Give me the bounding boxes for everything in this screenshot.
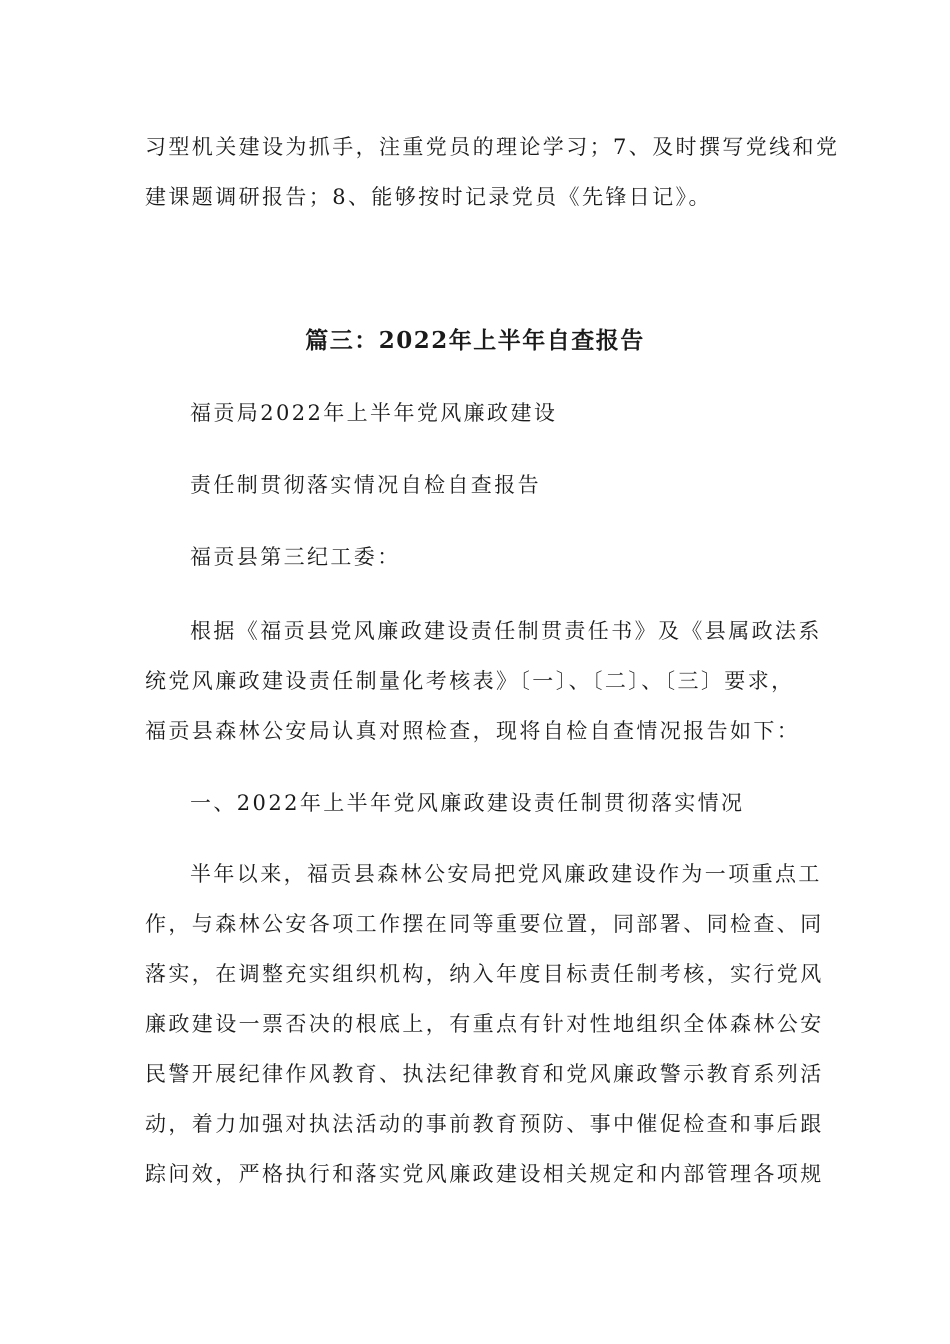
report-title-line: 福贡局2022年上半年党风廉政建设 <box>190 401 558 425</box>
paragraph-line: 落实，在调整充实组织机构，纳入年度目标责任制考核，实行党风 <box>145 962 824 986</box>
paragraph-line: 动，着力加强对执法活动的事前教育预防、事中催促检查和事后跟 <box>145 1112 824 1136</box>
paragraph-line: 习型机关建设为抓手，注重党员的理论学习；7、及时撰写党线和党 <box>145 135 840 159</box>
paragraph-line: 作，与森林公安各项工作摆在同等重要位置，同部署、同检查、同 <box>145 912 824 936</box>
section-heading: 一、2022年上半年党风廉政建设责任制贯彻落实情况 <box>190 791 745 815</box>
paragraph-line: 半年以来，福贡县森林公安局把党风廉政建设作为一项重点工 <box>190 862 822 886</box>
paragraph-line: 廉政建设一票否决的根底上，有重点有针对性地组织全体森林公安 <box>145 1012 824 1036</box>
salutation: 福贡县第三纪工委： <box>190 545 401 569</box>
paragraph-line: 根据《福贡县党风廉政建设责任制贯责任书》及《县属政法系 <box>190 619 822 643</box>
section-title: 篇三：2022年上半年自查报告 <box>305 327 645 354</box>
paragraph-line: 踪问效，严格执行和落实党风廉政建设相关规定和内部管理各项规 <box>145 1162 824 1186</box>
paragraph-line: 民警开展纪律作风教育、执法纪律教育和党风廉政警示教育系列活 <box>145 1062 824 1086</box>
paragraph-line: 建课题调研报告；8、能够按时记录党员《先锋日记》。 <box>145 185 712 209</box>
paragraph-line: 福贡县森林公安局认真对照检查，现将自检自查情况报告如下： <box>145 719 801 743</box>
paragraph-line: 统党风廉政建设责任制量化考核表》〔一〕、〔二〕、〔三〕要求， <box>145 669 795 693</box>
report-title-line: 责任制贯彻落实情况自检自查报告 <box>190 473 541 497</box>
